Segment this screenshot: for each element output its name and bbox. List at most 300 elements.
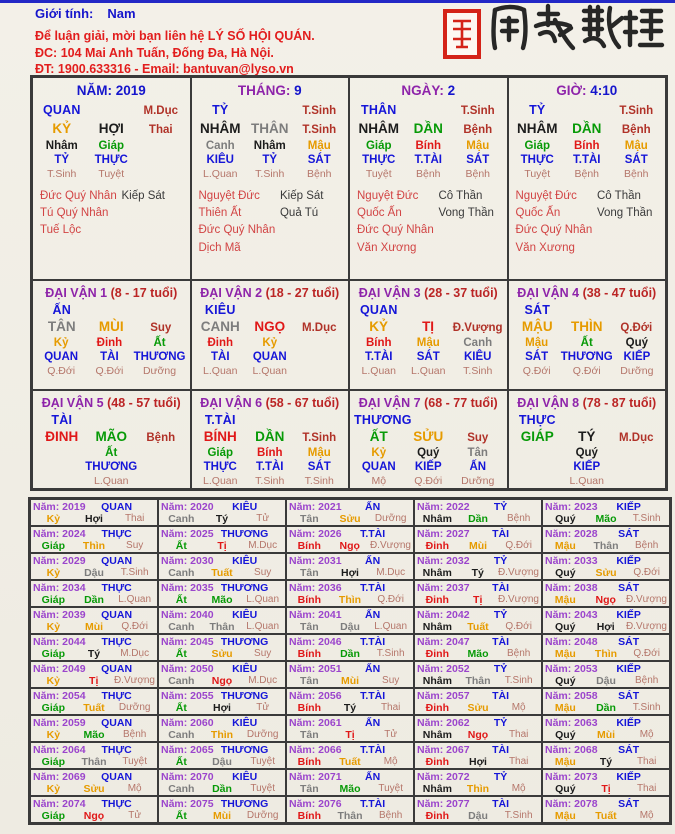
ten-god-star: THỰC	[101, 582, 132, 594]
year-cell-top-row	[289, 555, 411, 567]
life-stage: M.Dục	[248, 675, 278, 686]
year-cell-top-row	[417, 798, 539, 810]
year-cell-top-row	[161, 771, 283, 783]
year-cell-bottom-row	[161, 540, 283, 552]
hidden-stem-star: QUAN	[44, 351, 79, 364]
year-cell-top-row	[417, 717, 539, 729]
year-cell-top-row	[545, 798, 667, 810]
earthly-branch: Thìn	[210, 729, 234, 741]
pillar-canchi-row	[354, 121, 503, 136]
year-cell-bottom-row	[289, 594, 411, 606]
year-cell-2034	[30, 580, 158, 607]
hidden-stem-stage: T.Sinh	[255, 474, 285, 487]
year-cell-bottom-row	[545, 594, 667, 606]
life-stage: Đ.Vượng	[452, 322, 503, 334]
dai-van-title	[513, 396, 662, 410]
life-stage: Tuyệt	[378, 783, 403, 794]
star-name: Văn Xương	[357, 241, 417, 254]
hidden-stem-stage: Bệnh	[415, 167, 441, 180]
hidden-stems-row	[37, 336, 186, 378]
year-cell-2045	[158, 634, 286, 661]
ten-god-star: TÀI	[51, 413, 73, 427]
pillar-star-row	[196, 103, 345, 117]
year-cell-bottom-row	[417, 540, 539, 552]
year-cell-bottom-row	[33, 783, 155, 795]
year-cell-bottom-row	[161, 810, 283, 822]
hidden-stem-star: T.TÀI	[414, 154, 442, 167]
heavenly-stem: Bính	[297, 756, 321, 768]
year-cell-top-row	[161, 555, 283, 567]
ten-god-star: T.TÀI	[360, 582, 386, 594]
ten-god-star: T.TÀI	[360, 798, 386, 810]
year-cell-2046	[286, 634, 414, 661]
year-cell-2050	[158, 661, 286, 688]
heavenly-stem: Canh	[168, 675, 195, 687]
year-cell-bottom-row	[161, 702, 283, 714]
ten-god-star: T.TÀI	[360, 744, 386, 756]
life-stage: Dưỡng	[246, 729, 279, 740]
year-cell-top-row	[417, 582, 539, 594]
year-label: Năm: 2036	[289, 582, 342, 594]
dai-van-name: ĐẠI VẬN 2	[200, 286, 266, 300]
heavenly-stem: Canh	[168, 621, 195, 633]
ten-god-star: THỰC	[101, 636, 132, 648]
pillar-header-label: NGÀY:	[401, 83, 448, 98]
year-cell-top-row	[545, 501, 667, 513]
year-label: Năm: 2071	[289, 771, 342, 783]
year-cell-bottom-row	[33, 648, 155, 660]
year-cell-2041	[286, 607, 414, 634]
year-cell-bottom-row	[33, 567, 155, 579]
life-stage: Q.Đới	[377, 594, 404, 605]
other-stars-list	[438, 188, 502, 257]
earthly-branch: Mão	[339, 783, 361, 795]
earthly-branch: Mão	[211, 594, 233, 606]
ten-god-star: KIẾP	[616, 501, 641, 513]
earthly-branch: Tuất	[467, 621, 489, 633]
dai-van-5	[32, 390, 191, 489]
life-stage: Bệnh	[122, 729, 147, 740]
life-stage: Bệnh	[634, 540, 659, 551]
hidden-stem: Quý	[625, 337, 649, 349]
year-cell-top-row	[161, 663, 283, 675]
ten-god-star: KIÊU	[232, 663, 258, 675]
heavenly-stem: Mậu	[554, 540, 576, 552]
year-cell-top-row	[545, 744, 667, 756]
ten-god-star: TỶ	[493, 501, 508, 513]
hidden-stem-slot	[404, 446, 454, 488]
dai-van-canchi-row	[354, 429, 503, 444]
dai-van-star-row	[196, 413, 345, 427]
hidden-stem-slot	[354, 139, 404, 181]
earthly-branch: DẦN	[572, 121, 602, 136]
earthly-branch: Dậu	[340, 621, 360, 633]
heavenly-stem: Kỷ	[46, 729, 61, 741]
year-cell-2028	[542, 526, 670, 553]
year-label: Năm: 2020	[161, 501, 214, 513]
ten-god-star: ẤN	[365, 771, 381, 783]
year-cell-2022	[414, 499, 542, 526]
year-cell-top-row	[417, 609, 539, 621]
ten-god-star: QUAN	[42, 103, 81, 117]
heavenly-stem: Kỷ	[46, 513, 61, 525]
hidden-stem: Mậu	[525, 337, 549, 349]
dai-van-age-range: (8 - 17 tuổi)	[110, 286, 178, 300]
dai-van-age-range: (68 - 77 tuổi)	[424, 396, 498, 410]
year-label: Năm: 2038	[545, 582, 598, 594]
year-label: Năm: 2030	[161, 555, 214, 567]
gender-label: Giới tính:	[35, 6, 94, 21]
year-cell-2049	[30, 661, 158, 688]
year-cell-top-row	[161, 690, 283, 702]
ten-god-star: KIÊU	[204, 303, 236, 317]
pillar-header	[354, 83, 503, 98]
hidden-stem-star: KIÊU	[206, 154, 234, 167]
earthly-branch: Dậu	[212, 756, 232, 768]
ten-god-star: KIÊU	[232, 609, 258, 621]
pillar-header	[37, 83, 186, 98]
hidden-stem-star: QUAN	[361, 461, 396, 474]
star-name: Nguyệt Đức	[515, 189, 577, 202]
year-cell-top-row	[289, 798, 411, 810]
life-stage: T.Sinh	[619, 105, 654, 117]
hidden-stem-star: TÀI	[210, 351, 230, 364]
life-stage: Tuyệt	[250, 783, 275, 794]
hidden-stem-slot	[513, 336, 561, 378]
year-cell-2057	[414, 688, 542, 715]
year-label: Năm: 2075	[161, 798, 214, 810]
life-stage: Đ.Vượng	[369, 540, 411, 551]
earthly-branch: Thìn	[82, 540, 106, 552]
auspicious-stars-list	[354, 188, 438, 257]
dai-van-star-row	[37, 303, 186, 317]
dai-van-title	[513, 286, 662, 300]
heavenly-stem: Canh	[168, 567, 195, 579]
year-label: Năm: 2049	[33, 663, 86, 675]
hidden-stem-slot	[404, 139, 454, 181]
life-stage: Suy	[467, 432, 489, 444]
life-stage: Bệnh	[506, 513, 531, 524]
heavenly-stem: Đinh	[425, 594, 449, 606]
earthly-branch: Thân	[593, 540, 619, 552]
hidden-stem-slot	[295, 446, 345, 488]
hidden-stem-stage: L.Quan	[203, 474, 238, 487]
heavenly-stem: BÍNH	[203, 429, 237, 444]
earthly-branch: Tị	[473, 594, 483, 606]
year-cell-2031	[286, 553, 414, 580]
hidden-stem: Mậu	[416, 337, 440, 349]
hidden-stem: Ất	[580, 337, 593, 349]
heavenly-stem: Nhâm	[422, 621, 452, 633]
pillar-canchi-row	[196, 121, 345, 136]
heavenly-stem: Nhâm	[422, 729, 452, 741]
year-cell-bottom-row	[289, 702, 411, 714]
hidden-stem: Canh	[205, 140, 235, 152]
hidden-stem-star: T.TÀI	[573, 154, 601, 167]
heavenly-stem: Nhâm	[422, 567, 452, 579]
year-label: Năm: 2059	[33, 717, 86, 729]
year-label: Năm: 2047	[417, 636, 470, 648]
hidden-stem-stage: Dưỡng	[142, 364, 177, 377]
year-label: Năm: 2042	[417, 609, 470, 621]
ten-god-star: ẤN	[365, 501, 381, 513]
year-cell-bottom-row	[545, 540, 667, 552]
heavenly-stem: Đinh	[425, 810, 449, 822]
hidden-stem: Bính	[573, 140, 600, 152]
year-cell-top-row	[545, 555, 667, 567]
hidden-stem-slot	[245, 446, 295, 488]
year-cell-bottom-row	[161, 513, 283, 525]
year-cell-bottom-row	[161, 621, 283, 633]
stars-lists	[354, 188, 503, 257]
dai-van-canchi-row	[37, 319, 186, 334]
heavenly-stem: KỶ	[369, 319, 389, 334]
pillar-canchi-row	[513, 121, 662, 136]
earthly-branch: Ngọ	[467, 729, 489, 741]
auspicious-stars-list	[196, 188, 280, 257]
year-cell-2047	[414, 634, 542, 661]
year-cell-top-row	[33, 501, 155, 513]
earthly-branch: Hợi	[213, 702, 231, 714]
heavenly-stem: Ất	[175, 648, 187, 660]
heavenly-stem: Nhâm	[422, 675, 452, 687]
dai-van-star-row	[513, 413, 662, 427]
life-stage: Q.Đới	[121, 621, 148, 632]
star-name: Kiếp Sát	[121, 189, 165, 202]
pillar-star-row	[513, 103, 662, 117]
year-cell-2040	[158, 607, 286, 634]
year-label: Năm: 2048	[545, 636, 598, 648]
dai-van-canchi-row	[354, 319, 503, 334]
year-cell-2020	[158, 499, 286, 526]
hidden-stem: Mậu	[307, 140, 331, 152]
hidden-stem-slot	[513, 139, 563, 181]
life-stage: Suy	[254, 567, 272, 578]
dai-van-canchi-row	[513, 319, 662, 334]
hidden-stems-row	[196, 446, 345, 488]
hidden-stem-slot	[562, 446, 612, 488]
earthly-branch: TÝ	[578, 429, 596, 444]
life-stage: Q.Đới	[505, 540, 532, 551]
ten-god-star: THƯƠNG	[220, 636, 269, 648]
hidden-stem: Giáp	[365, 140, 392, 152]
year-cell-top-row	[417, 501, 539, 513]
year-label: Năm: 2065	[161, 744, 214, 756]
year-label: Năm: 2060	[161, 717, 214, 729]
dai-van-star-row	[354, 413, 503, 427]
earthly-branch: Dậu	[468, 810, 488, 822]
hidden-stem: Ất	[153, 337, 166, 349]
life-stage: Thai	[124, 513, 145, 524]
dai-van-name: ĐẠI VẬN 8	[517, 396, 583, 410]
heavenly-stem: ĐINH	[45, 429, 79, 444]
year-cell-top-row	[545, 717, 667, 729]
earthly-branch: Dần	[468, 513, 488, 525]
year-label: Năm: 2070	[161, 771, 214, 783]
hidden-stem-slot	[453, 139, 503, 181]
hidden-stem: Giáp	[524, 140, 551, 152]
year-cell-bottom-row	[289, 648, 411, 660]
life-stage: T.Sinh	[632, 702, 661, 713]
ten-god-star: SÁT	[524, 303, 551, 317]
life-stage: L.Quan	[246, 594, 280, 605]
earthly-branch: Dậu	[84, 567, 104, 579]
year-label: Năm: 2034	[33, 582, 86, 594]
year-cell-bottom-row	[161, 783, 283, 795]
year-cell-2076	[286, 796, 414, 823]
year-cell-bottom-row	[417, 729, 539, 741]
ten-god-star: THỰC	[101, 528, 132, 540]
pillar-header-label: THÁNG:	[237, 83, 295, 98]
year-cell-top-row	[289, 663, 411, 675]
life-stage: Thai	[636, 756, 657, 767]
hidden-stem-star: TÀI	[100, 351, 119, 364]
hidden-stem: Nhâm	[253, 140, 286, 152]
ten-god-star: TỶ	[493, 555, 508, 567]
dai-van-2	[191, 280, 350, 390]
ten-god-star: TỶ	[212, 103, 229, 117]
hidden-stem-slot	[613, 336, 661, 378]
life-stage: Mộ	[639, 729, 654, 740]
ten-god-star: QUAN	[101, 663, 133, 675]
header-info-block	[35, 6, 315, 78]
year-cell-top-row	[161, 717, 283, 729]
heavenly-stem: Canh	[168, 729, 195, 741]
year-cell-2055	[158, 688, 286, 715]
star-name: Kiếp Sát	[279, 189, 324, 202]
year-cell-top-row	[161, 744, 283, 756]
year-cell-2038	[542, 580, 670, 607]
ten-god-star: TỶ	[493, 717, 508, 729]
earthly-branch: THÂN	[251, 121, 289, 136]
earthly-branch: Mùi	[468, 540, 488, 552]
ten-god-star: TỶ	[493, 771, 508, 783]
ten-god-star: SÁT	[618, 744, 640, 756]
year-cell-top-row	[289, 609, 411, 621]
hidden-stem-star: TỶ	[54, 154, 70, 167]
hidden-stem-stage: L.Quan	[569, 474, 604, 487]
year-label: Năm: 2046	[289, 636, 342, 648]
year-cell-top-row	[33, 582, 155, 594]
hidden-stem-stage: Dưỡng	[461, 474, 495, 487]
earthly-branch: HỢI	[98, 121, 124, 136]
dai-van-age-range: (18 - 27 tuổi)	[265, 286, 340, 300]
ten-god-star: QUAN	[101, 501, 133, 513]
hidden-stem-stage: Mộ	[371, 474, 387, 487]
year-cell-bottom-row	[289, 540, 411, 552]
heavenly-stem: Tân	[299, 675, 319, 687]
earthly-branch: Hợi	[341, 567, 359, 579]
year-cell-top-row	[545, 690, 667, 702]
ten-god-star: TỶ	[493, 609, 508, 621]
life-stage: Tử	[256, 513, 270, 524]
year-cell-2043	[542, 607, 670, 634]
year-label: Năm: 2027	[417, 528, 470, 540]
year-cell-top-row	[417, 528, 539, 540]
heavenly-stem: Kỷ	[46, 567, 61, 579]
hidden-stem: Mậu	[307, 447, 331, 459]
hidden-stem-slot	[562, 139, 612, 181]
hidden-stem-slot	[85, 446, 137, 488]
heavenly-stem: Giáp	[41, 648, 65, 660]
life-stage: Suy	[254, 648, 272, 659]
year-label: Năm: 2028	[545, 528, 598, 540]
year-cell-2051	[286, 661, 414, 688]
year-cell-bottom-row	[33, 675, 155, 687]
year-label: Năm: 2032	[417, 555, 470, 567]
year-label: Năm: 2067	[417, 744, 470, 756]
star-name: Thiên Ất	[198, 207, 242, 220]
life-stage: M.Dục	[376, 567, 406, 578]
ten-god-star: KIÊU	[232, 717, 258, 729]
earthly-branch: MÃO	[95, 429, 127, 444]
pillar-header-value: 4:10	[590, 83, 618, 98]
hidden-stem-star: KIÊU	[464, 351, 492, 364]
hidden-stem-star: QUAN	[252, 351, 287, 364]
hidden-stem: Bính	[365, 337, 392, 349]
earthly-branch: Thân	[209, 621, 235, 633]
year-cell-bottom-row	[289, 783, 411, 795]
earthly-branch: Thân	[465, 675, 491, 687]
dai-van-name: ĐẠI VẬN 1	[45, 286, 111, 300]
hidden-stem-slot	[561, 336, 613, 378]
earthly-branch: Tị	[345, 729, 355, 741]
year-label: Năm: 2054	[33, 690, 86, 702]
ten-god-star: SÁT	[618, 636, 640, 648]
year-cell-top-row	[161, 798, 283, 810]
year-label: Năm: 2068	[545, 744, 598, 756]
hidden-stems-row	[354, 139, 503, 181]
year-cell-top-row	[545, 636, 667, 648]
star-name: Tú Quý Nhân	[40, 207, 109, 220]
year-cell-top-row	[33, 663, 155, 675]
heavenly-stem: Quý	[555, 513, 576, 525]
ten-god-star: TÀI	[492, 528, 510, 540]
year-cell-top-row	[289, 501, 411, 513]
star-name: Quốc Ấn	[515, 207, 561, 220]
pillar-header	[513, 83, 662, 98]
hidden-stem-stage: Q.Đới	[572, 364, 601, 377]
life-stage: M.Dục	[248, 540, 278, 551]
hidden-stem-star: KIẾP	[623, 351, 651, 364]
hidden-stem-slot	[245, 139, 295, 181]
heavenly-stem: Quý	[555, 675, 576, 687]
year-cell-bottom-row	[161, 729, 283, 741]
heavenly-stem: Quý	[555, 729, 576, 741]
year-cell-top-row	[33, 771, 155, 783]
heavenly-stem: Mậu	[554, 594, 576, 606]
year-label: Năm: 2069	[33, 771, 86, 783]
earthly-branch: Mùi	[84, 621, 104, 633]
life-stage: M.Dục	[143, 105, 178, 117]
hidden-stem-slot	[453, 336, 503, 378]
year-cell-bottom-row	[289, 756, 411, 768]
hidden-stem: Tân	[467, 447, 488, 459]
star-name: Đức Quý Nhân	[198, 224, 276, 237]
dai-van-6	[191, 390, 350, 489]
year-cell-2069	[30, 769, 158, 796]
hidden-stems-row	[37, 446, 186, 488]
year-cell-bottom-row	[545, 783, 667, 795]
heavenly-stem: Ất	[175, 756, 187, 768]
life-stage: Thai	[508, 729, 529, 740]
hidden-stem-slot	[85, 336, 133, 378]
star-name: Quốc Ấn	[357, 207, 402, 220]
life-stage: Suy	[126, 540, 144, 551]
hidden-stem-stage: Bệnh	[465, 167, 491, 180]
dai-van-age-range: (38 - 47 tuổi)	[582, 286, 657, 300]
hidden-stem-slot	[37, 336, 85, 378]
